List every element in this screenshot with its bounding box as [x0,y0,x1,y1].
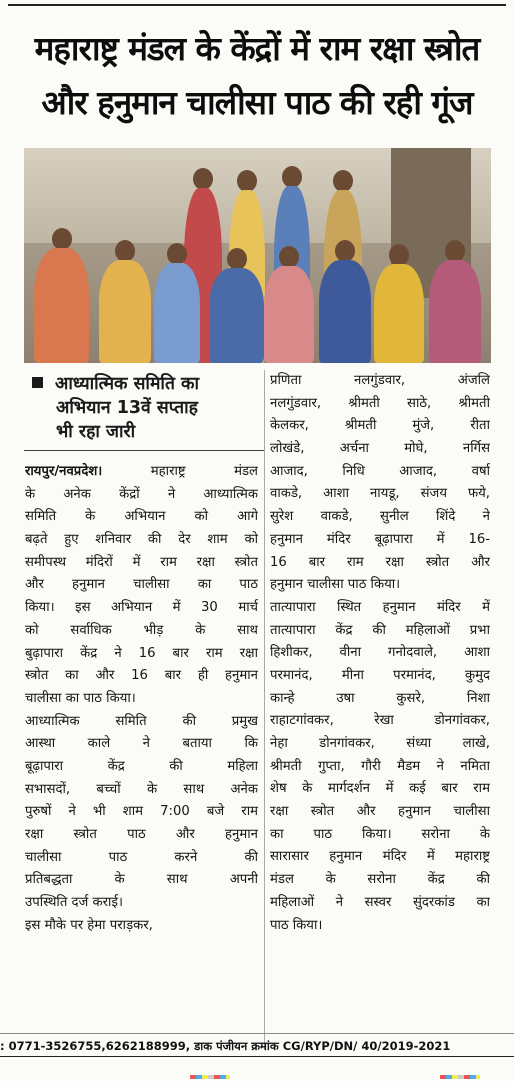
article-line: स्त्रोत का और 16 बार ही हनुमान [25,668,258,684]
article-line: का पाठ किया। सरोना के [270,826,490,842]
headline-line-1: महाराष्ट्र मंडल के केंद्रों में राम रक्षा स्त्रोत [34,29,480,68]
column-divider [264,370,265,1050]
person-body [34,248,89,363]
person-body [99,260,151,363]
article-line: महिलाओं ने सस्वर सुंदरकांड का [270,894,490,910]
article-line: आध्यात्मिक समिति की प्रमुख [25,713,258,729]
article-line: लोखंडे, अर्चना मोघे, नर्गिस [270,441,490,457]
article-line: केलकर, श्रीमती मुंजे, रीता [270,418,490,434]
article-line: समीपस्थ मंदिरों में राम रक्षा स्त्रोत [25,554,258,570]
news-photo [24,148,491,363]
article-line: उपस्थिति दर्ज कराई। [25,895,123,911]
article-line: आजाद, निधि आजाद, वर्षा [270,463,490,479]
article-line: हनुमान मंदिर बूढ़ापारा में 16- [270,531,490,547]
person-body [264,266,314,363]
article-column-left [25,461,258,937]
footer-registration: : 0771-3526755,6262188999, डाक पंजीयन क्रमांक CG/RYP/DN/ 40/2019-2021 [0,1039,451,1053]
article-line: सभासदों, बच्चों के साथ अनेक [25,781,258,797]
article-line: पुरुषों ने भी शाम 7:00 बजे राम [25,804,258,820]
article-line: रक्षा स्त्रोत पाठ और हनुमान [25,827,258,842]
article-line: 16 बार राम रक्षा स्त्रोत और [270,554,490,570]
person-body [319,260,371,363]
person-figure [282,166,302,188]
footer-rule-top [0,1033,514,1034]
article-line: प्रणिता नलगुंडवार, अंजलि [270,373,490,388]
article-line: समिति के अभियान को आगे [25,509,258,525]
article-line: नलगुंडवार, श्रीमती साठे, श्रीमती [270,395,490,411]
footer-rule-bottom [0,1056,514,1057]
subheading-line-3: भी रहा जारी [56,422,136,442]
article-line: मंडल के सरोना केंद्र की [270,872,490,888]
registration-marks [190,1075,230,1079]
article-line: इस मौके पर हेमा पराड़कर, [25,917,153,933]
subheading-rule [24,450,264,451]
person-figure [167,243,187,265]
headline-line-2: और हनुमान चालीसा पाठ की रही गूंज [41,83,473,122]
article-line: चालीसा पाठ करने की [25,849,258,865]
article-line: सुरेश वाकडे, सुनील शिंदे ने [270,509,490,525]
article-line: बढ़ते हुए शनिवार की देर शाम को [25,532,258,548]
headline [0,22,514,130]
subheading-line-2: अभियान 13वें सप्ताह [56,398,198,418]
article-line: राहाटगांवकर, रेखा डोनगांवकर, [270,713,490,729]
person-figure [227,248,247,270]
article-line: प्रतिबद्धता के साथ अपनी [25,872,258,888]
bullet-square-icon [32,377,43,388]
person-figure [335,240,355,262]
subheading [32,372,262,444]
person-body [209,268,264,363]
article-line: परमानंद, मीना परमानंद, कुमुद [270,667,490,683]
article-line: नेहा डोनगांवकर, संध्या लाखे, [270,736,490,751]
top-rule [8,4,506,6]
article-line: रायपुर/नवप्रदेश। महाराष्ट्र मंडल [25,464,258,479]
article-line: पाठ किया। [270,917,323,933]
article-line: हनुमान चालीसा पाठ किया। [270,577,401,593]
person-figure [237,170,257,192]
article-column-right [270,370,490,937]
registration-marks [440,1075,480,1079]
article-line: किया। इस अभियान में 30 मार्च [25,600,258,616]
article-line: बुढ़ापारा केंद्र ने 16 बार राम रक्षा [25,645,258,661]
person-figure [445,240,465,262]
article-line: चालीसा का पाठ किया। [25,690,136,706]
article-line: शेष के मार्गदर्शन में कई बार राम [270,781,490,797]
article-line: को सर्वाधिक भीड़ के साथ [25,622,258,638]
article-line: बूढ़ापारा केंद्र की महिला [25,758,258,774]
article-line: तात्यापारा स्थित हनुमान मंदिर में [270,599,490,615]
person-figure [115,240,135,262]
person-figure [333,170,353,192]
article-line: वाकडे, आशा नायडू, संजय फये, [270,486,490,502]
article-line: रक्षा स्त्रोत और हनुमान चालीसा [270,804,490,820]
article-line: हिशीकर, वीना गनोदवाले, आशा [270,645,490,661]
person-body [429,260,481,363]
article-line: तात्यापारा केंद्र की महिलाओं प्रभा [270,622,490,638]
article-line: के अनेक केंद्रों ने आध्यात्मिक [25,486,258,502]
person-figure [279,246,299,268]
person-body [374,264,424,363]
article-line: और हनुमान चालीसा का पाठ [25,577,258,593]
article-line: आस्था काले ने बताया कि [25,736,258,752]
person-figure [193,168,213,190]
person-figure [52,228,72,250]
article-line: श्रीमती गुप्ता, गौरी मैडम ने नमिता [270,758,490,774]
article-line: सारासार हनुमान मंदिर में महाराष्ट्र [270,849,490,865]
person-figure [389,244,409,266]
subheading-line-1: आध्यात्मिक समिति का [55,374,199,394]
person-body [154,263,200,363]
article-line: कान्हे उषा कुसरे, निशा [270,690,490,706]
dateline: रायपुर/नवप्रदेश। [25,464,103,479]
